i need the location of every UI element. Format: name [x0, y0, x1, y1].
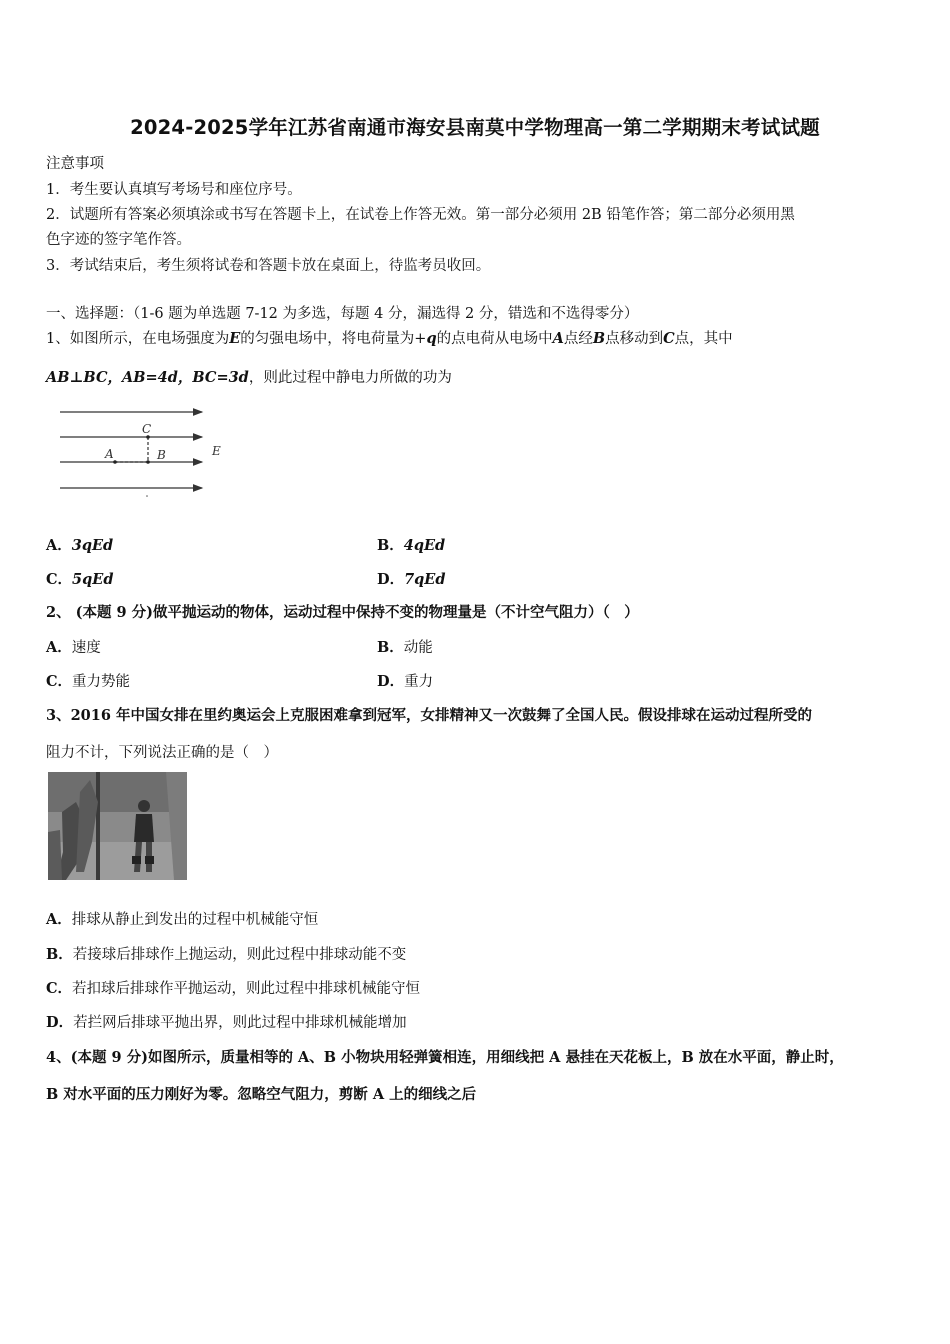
q2-option-b[interactable]: [377, 636, 433, 657]
q4-stem-line2: B 对水平面的压力刚好为零。忽略空气阻力，剪断 A 上的细线之后: [46, 1086, 477, 1103]
q4-stem-line1: 4、(本题 9 分)如图所示，质量相等的 A、B 小物块用轻弹簧相连，用细线把 A 悬挂在天花板上，B 放在水平面，静止时，: [46, 1049, 844, 1066]
q3-option-d[interactable]: [46, 1011, 407, 1032]
q1-stem-part: 的点电荷从电场中: [436, 331, 553, 347]
notice-item-2-cont: 色字迹的签字笔作答。: [46, 232, 191, 248]
q3-option-a[interactable]: [46, 908, 318, 929]
option-key: B．: [377, 639, 404, 656]
q1-symbol-b: B: [592, 330, 606, 347]
q1-option-c[interactable]: [46, 568, 113, 589]
option-value: 速度: [71, 640, 101, 656]
q1-symbol-e: E: [229, 330, 241, 347]
q2-option-c[interactable]: [46, 670, 130, 691]
q3-option-c[interactable]: [46, 977, 420, 998]
option-key: B．: [46, 946, 73, 963]
label-e: E: [212, 444, 221, 458]
option-value: 5qEd: [72, 571, 114, 588]
notice-item-2: 2．试题所有答案必须填涂或书写在答题卡上，在试卷上作答无效。第一部分必须用 2B 铅笔作答；第二部分必须用黑: [46, 207, 795, 223]
label-c: C: [142, 422, 152, 436]
q3-stem-line2: 阻力不计，下列说法正确的是（ ）: [46, 745, 278, 761]
option-value: 排球从静止到发出的过程中机械能守恒: [71, 912, 319, 928]
label-b: B: [157, 448, 166, 462]
q1-condition-math: AB⊥BC，AB=4d，BC=3d: [46, 369, 249, 386]
notice-item-1: 1．考生要认真填写考场号和座位序号。: [46, 182, 302, 198]
q1-stem-part: 点，其中: [674, 331, 733, 347]
notice-heading: 注意事项: [46, 156, 104, 172]
q3-option-b[interactable]: [46, 943, 406, 964]
option-value: 重力: [404, 674, 434, 690]
notice-item-3: 3．考试结束后，考生须将试卷和答题卡放在桌面上，待监考员收回。: [46, 258, 491, 274]
stray-dot: [146, 495, 148, 497]
option-key: A．: [46, 911, 72, 928]
q3-stem-line1: 3、2016 年中国女排在里约奥运会上克服困难拿到冠军，女排精神又一次鼓舞了全国人民。假设排球在运动过程所受的: [46, 707, 812, 724]
option-value: 重力势能: [72, 674, 131, 690]
option-key: A．: [46, 639, 72, 656]
option-key: C．: [46, 980, 73, 997]
q2-option-a[interactable]: [46, 636, 101, 657]
option-value: 7qEd: [404, 571, 446, 588]
q1-stem-part: 1、如图所示，在电场强度为: [46, 331, 230, 347]
option-value: 3qEd: [71, 537, 114, 554]
option-key: B．: [377, 537, 404, 554]
option-key: A．: [46, 537, 72, 554]
q1-option-b[interactable]: [377, 534, 445, 555]
option-value: 若拦网后排球平抛出界，则此过程中排球机械能增加: [73, 1015, 407, 1031]
q1-stem: [46, 327, 733, 348]
point-b: [146, 460, 150, 464]
q1-stem-part: 的匀强电场中，将电荷量为+: [240, 331, 427, 347]
q1-symbol-a: A: [552, 330, 564, 347]
exam-title: 2024-2025学年江苏省南通市海安县南莫中学物理高一第二学期期末考试试题: [130, 116, 820, 139]
option-key: D．: [46, 1014, 74, 1031]
point-a: [113, 460, 117, 464]
q1-condition: [46, 366, 452, 387]
q1-symbol-q: q: [426, 330, 437, 347]
volleyball-photo: [48, 772, 187, 880]
option-value: 若扣球后排球作平抛运动，则此过程中排球机械能守恒: [72, 981, 421, 997]
section-heading: 一、选择题：（1-6 题为单选题 7-12 为多选，每题 4 分，漏选得 2 分，错选和不选得零分）: [46, 306, 639, 322]
q1-option-a[interactable]: [46, 534, 113, 555]
q2-option-d[interactable]: [377, 670, 433, 691]
label-a: A: [105, 447, 114, 461]
q2-stem: 2、 (本题 9 分)做平抛运动的物体，运动过程中保持不变的物理量是（不计空气阻力）（ ）: [46, 604, 639, 621]
q1-symbol-c: C: [663, 330, 675, 347]
option-key: D．: [377, 673, 405, 690]
option-value: 动能: [403, 640, 433, 656]
option-value: 若接球后排球作上抛运动，则此过程中排球动能不变: [72, 947, 407, 963]
q1-stem-part: 点移动到: [605, 331, 664, 347]
q1-stem-part: 点经: [563, 331, 593, 347]
option-value: 4qEd: [403, 537, 446, 554]
q1-field-diagram: [55, 400, 235, 505]
q1-condition-tail: ，则此过程中静电力所做的功为: [248, 370, 452, 386]
q1-option-d[interactable]: [377, 568, 446, 589]
option-key: D．: [377, 571, 405, 588]
option-key: C．: [46, 571, 73, 588]
option-key: C．: [46, 673, 73, 690]
